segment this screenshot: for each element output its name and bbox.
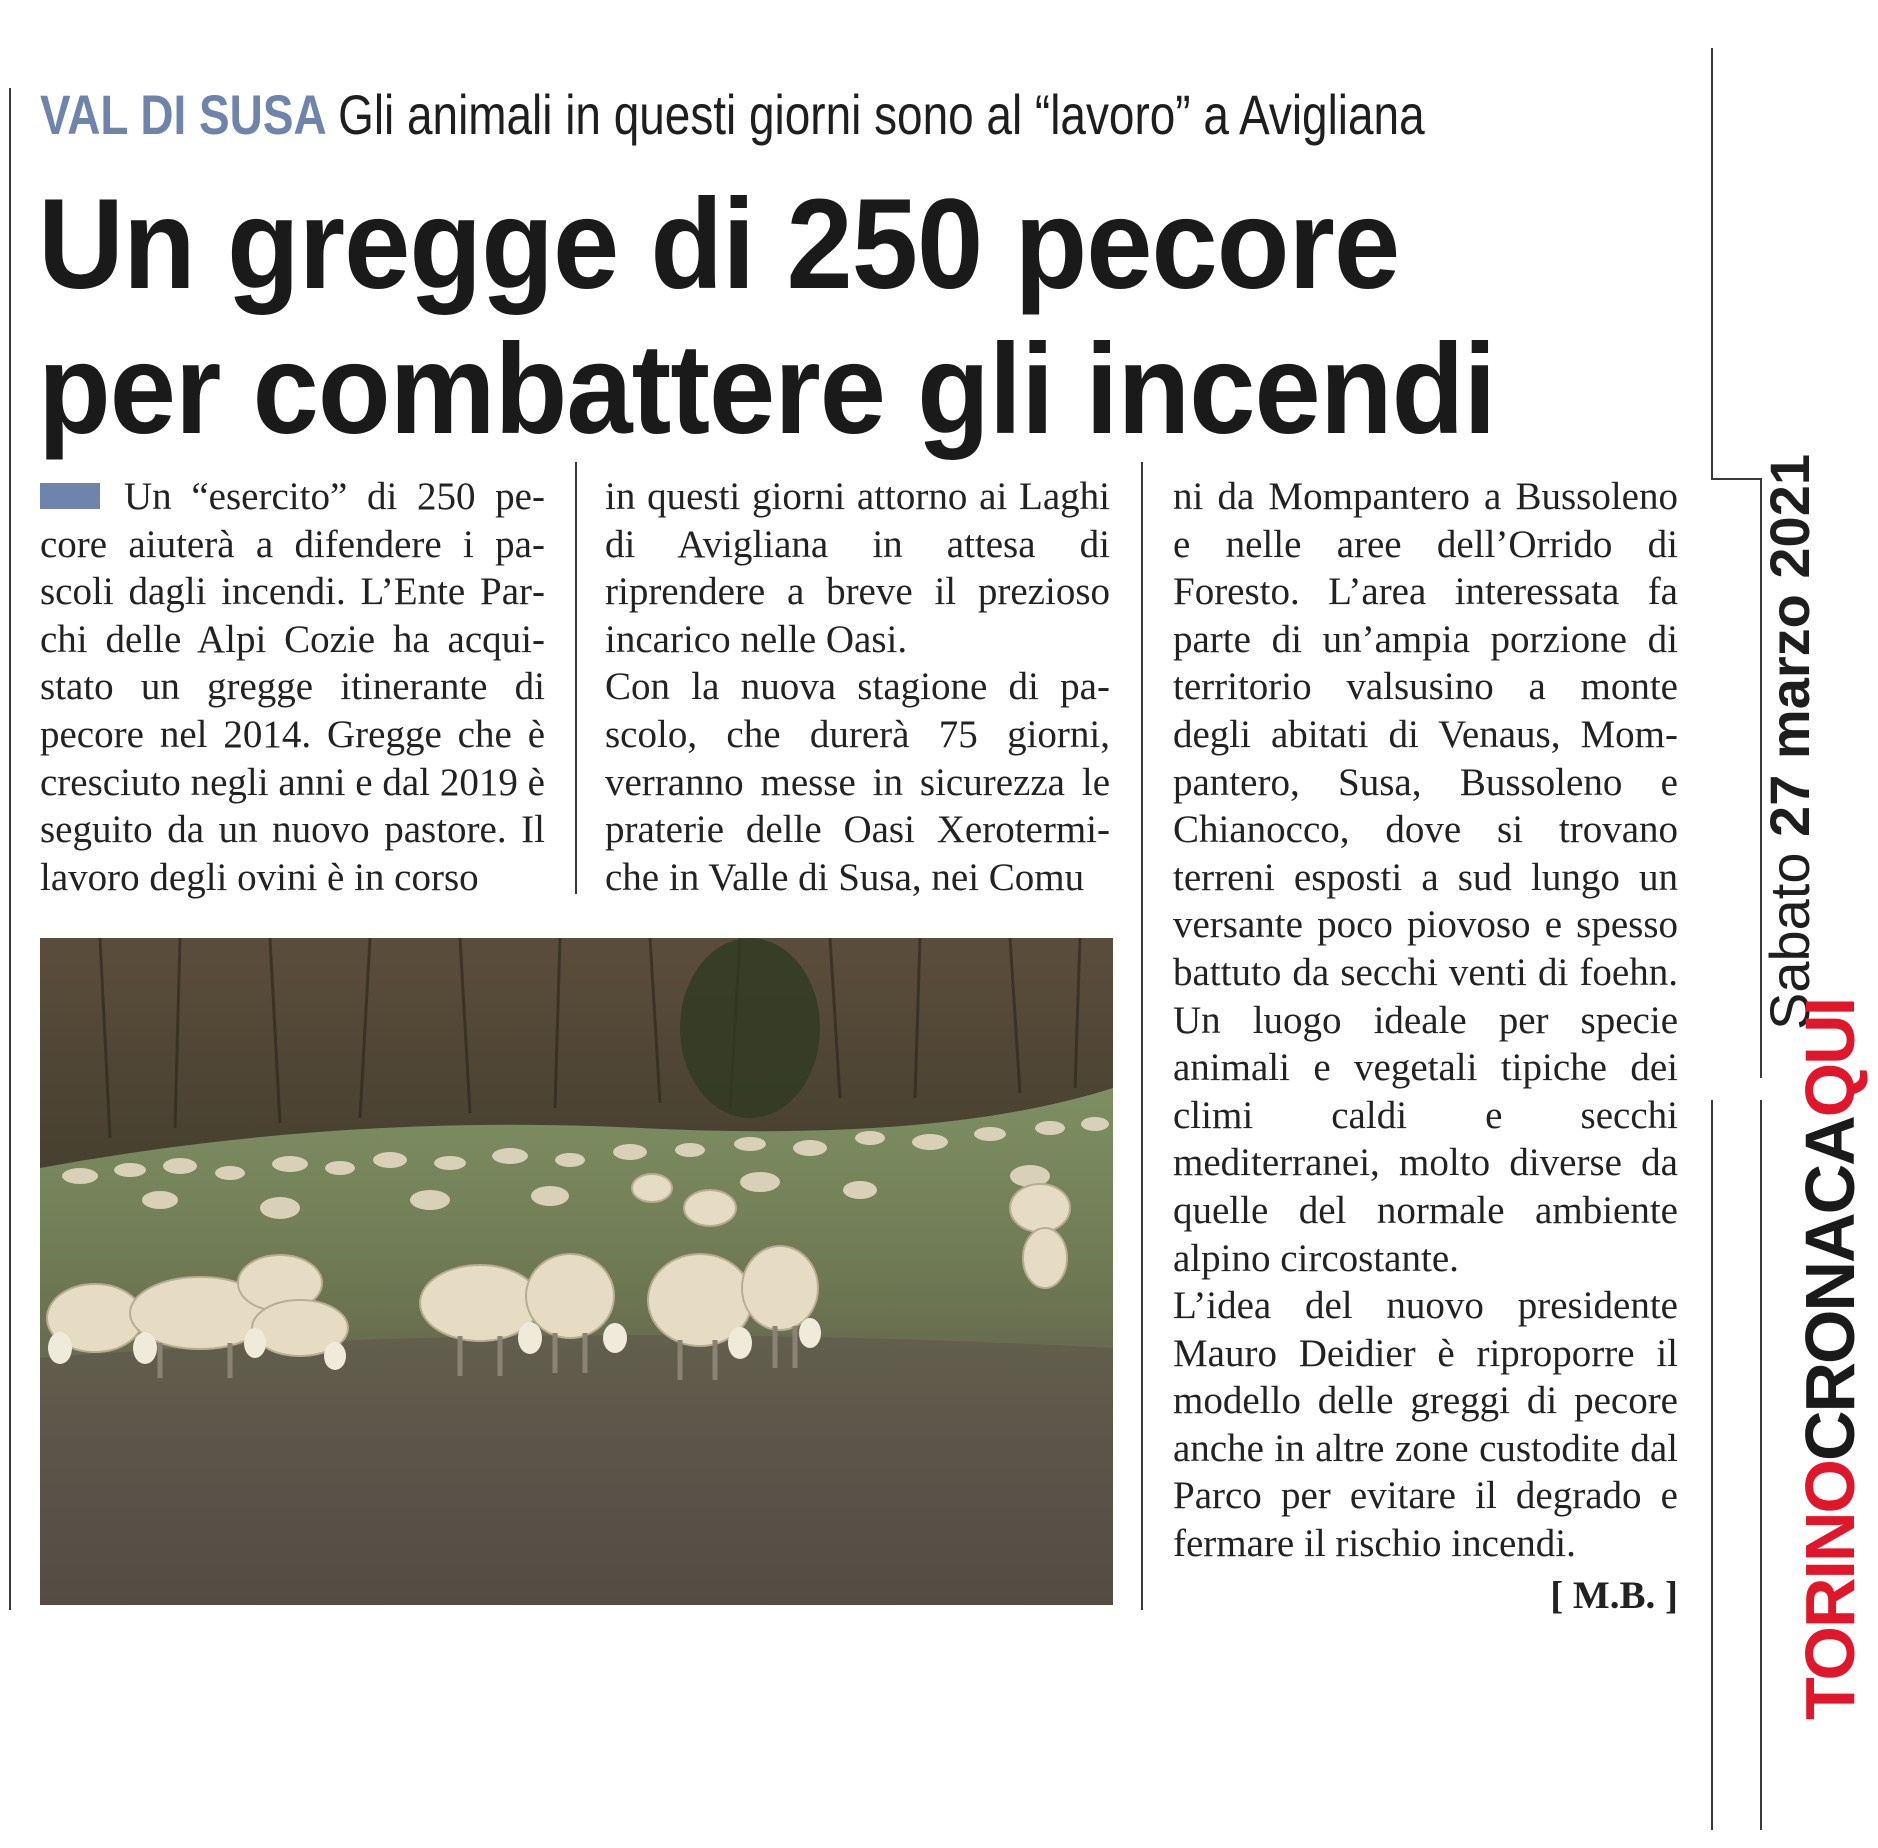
kicker — [40, 80, 1425, 150]
logo-torino: TORINO — [1791, 1461, 1869, 1720]
newspaper-logo — [1782, 998, 1878, 1720]
headline — [38, 172, 1526, 462]
article-lead-paragraph — [40, 473, 545, 901]
article-column-1 — [40, 473, 545, 903]
article-col3-paragraph-2: L’idea del nuovo presidente Mauro Deidier è riproporre il modello delle greggi di pecore anche in altre zone custodite dal Parco per evitare il degrado e fermare il rischio incendi. — [1173, 1284, 1678, 1566]
right-frame-tick-top — [1711, 478, 1761, 480]
lead-marker — [40, 483, 100, 509]
column-divider-2 — [1141, 462, 1143, 1610]
article-col3-paragraph-1: ni da Mompantero a Bussoleno e nelle aree dell’Orrido di Foresto. L’area interessata fa parte di un’ampia porzione di territorio valsusino a monte degli abitati di Venaus, Mompantero, Susa, Bussoleno e Chianocco, dove si trovano terreni esposti a sud lungo un versante poco piovoso e spesso battuto da secchi venti di foehn. Un luogo ideale per specie animali e vegetali tipiche dei climi caldi e secchi mediterranei, molto diverse da quelle del normale ambiente alpino circostante. — [1173, 475, 1678, 1280]
article-photo — [40, 938, 1113, 1605]
right-frame-rule — [1711, 48, 1713, 478]
left-frame-rule — [9, 88, 11, 1610]
evergreen-tree — [680, 938, 820, 1118]
publication-date — [1740, 454, 1840, 1030]
article-col1-text: Un “esercito” di 250 pecore aiuterà a difendere i pascoli dagli incendi. L’Ente Parchi delle Alpi Cozie ha acquistato un gregge itinerante di pecore nel 2014. Gregge che è cresciuto negli anni e dal 2019 è seguito da un nuovo pastore. Il lavoro degli ovini è in corso — [40, 475, 545, 899]
meadow-foreground — [40, 1335, 1113, 1605]
column-divider-1 — [575, 462, 577, 894]
publication-date-value: 27 marzo 2021 — [1758, 454, 1821, 837]
article-col2-paragraph-2: Con la nuova stagione di pascolo, che durerà 75 giorni, verranno messe in sicurezza le praterie delle Oasi Xerotermiche in Valle di Susa, nei Comu — [605, 665, 1110, 899]
headline-line-1: Un gregge di 250 pecore — [38, 173, 1400, 316]
article-column-2 — [605, 473, 1110, 903]
article-col2-paragraph-1: in questi giorni attorno ai Laghi di Avigliana in attesa di riprendere a breve il prezioso incarico nelle Oasi. — [605, 475, 1110, 661]
kicker-subtitle: Gli animali in questi giorni sono al “lavoro” a Avigliana — [338, 83, 1425, 146]
publication-weekday: Sabato — [1758, 852, 1821, 1030]
author-signature: [ M.B. ] — [1550, 1573, 1678, 1617]
headline-line-2: per combattere gli incendi — [38, 318, 1496, 461]
kicker-tag: VAL DI SUSA — [40, 83, 327, 146]
sidebar-divider-lower — [1760, 1100, 1762, 1830]
sheep-photo-illustration — [40, 938, 1113, 1605]
logo-qui: QUI — [1791, 998, 1869, 1118]
logo-cronaca: CRONACA — [1791, 1117, 1869, 1462]
article-column-3 — [1173, 473, 1678, 1617]
right-frame-rule-lower — [1711, 1100, 1713, 1830]
